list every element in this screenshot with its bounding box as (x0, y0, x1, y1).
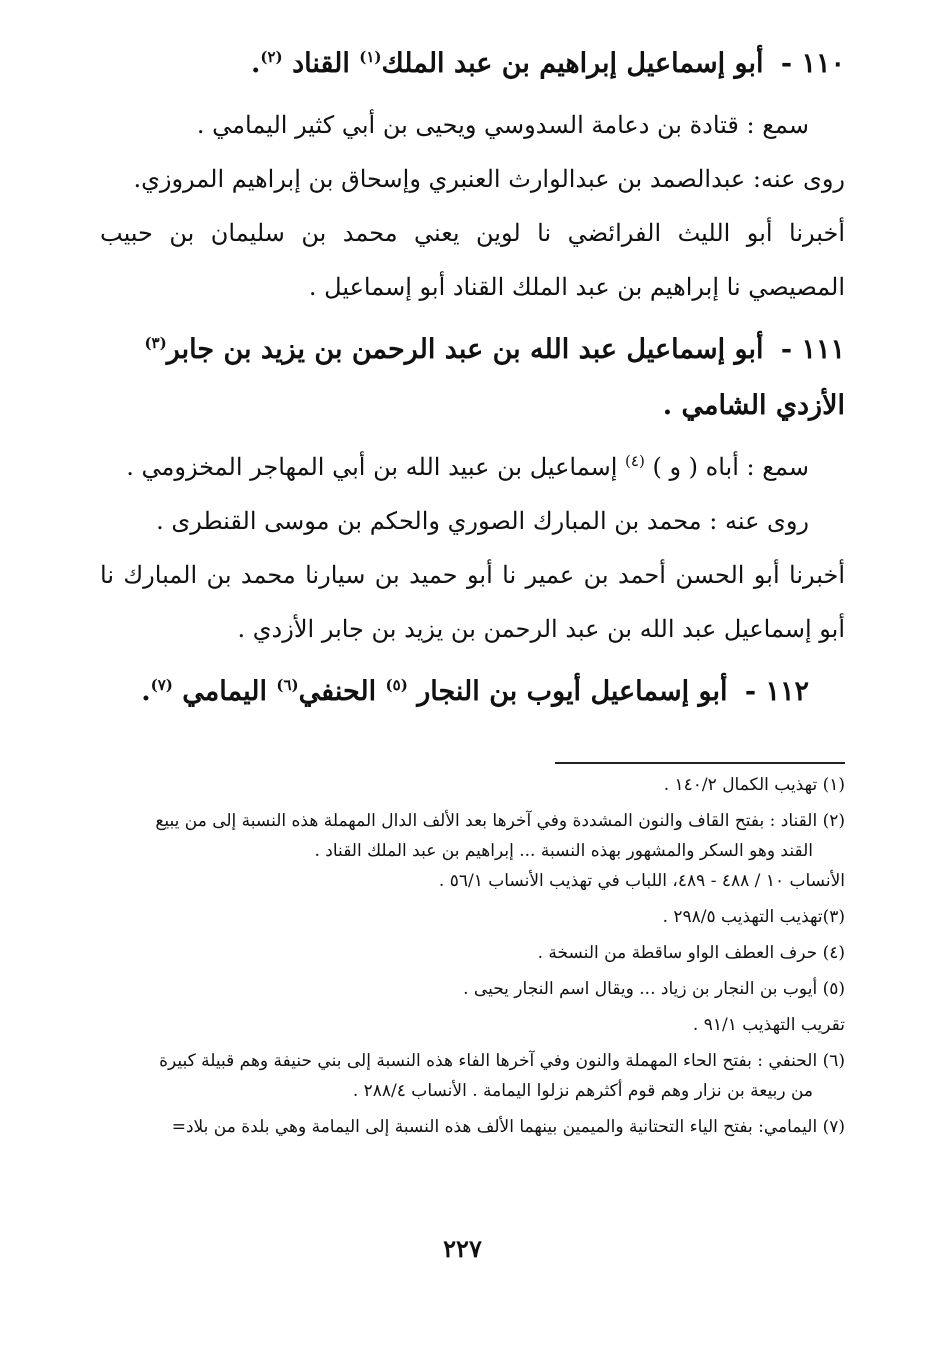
footnote-ref: (٣) (144, 334, 167, 352)
footnote-ref: (١) (359, 48, 382, 66)
footnote-4: (٤) حرف العطف الواو ساقطة من النسخة . (537, 943, 845, 963)
entry-heading-110 (100, 36, 845, 92)
entry-number: ١١٢ - (744, 676, 809, 707)
entry-name: أبو إسماعيل عبد الله بن عبد الرحمن بن يزيد بن جابر (166, 334, 764, 365)
entry-name-part: الحنفي (298, 676, 386, 707)
footnote-7: (٧) اليمامي: بفتح الياء التحتانية والميمين بينهما الألف هذه النسبة إلى اليمامة وهي بلدة من بلاد= (171, 1117, 845, 1137)
period: . (250, 48, 261, 79)
footnote-3: (٣)تهذيب التهذيب ٢٩٨/٥ . (662, 907, 845, 927)
heard-line (100, 440, 845, 494)
entry-name-tail: القناد (292, 48, 360, 79)
footnote-5-reference: تقريب التهذيب ٩١/١ . (692, 1015, 845, 1035)
heard-text: سمع : أباه ( و ) (652, 453, 809, 481)
footnote-text: (٢) القناد : بفتح القاف والنون المشددة وفي آخرها بعد الألف الدال المهملة هذه النسبة إلى من يبيع (155, 811, 845, 831)
heard-line: سمع : قتادة بن دعامة السدوسي ويحيى بن أبي كثير اليمامي . (196, 111, 809, 139)
entry-name-part: اليمامي (182, 676, 277, 707)
entry-number: ١١١ - (780, 334, 845, 365)
footnote-ref: (٤) (625, 452, 645, 470)
entry-heading-111 (100, 322, 845, 434)
main-text (100, 28, 845, 726)
footnote-5: (٥) أيوب بن النجار بن زياد ... ويقال اسم النجار يحيى . (463, 979, 845, 999)
isnad-paragraph: أخبرنا أبو الليث الفرائضي نا لوين يعني محمد بن سليمان بن حبيب المصيصي نا إبراهيم بن عبد الملك القناد أبو إسماعيل . (100, 219, 845, 301)
footnote-reference: الأنساب ١٠ / ٤٨٨ - ٤٨٩، اللباب في تهذيب الأنساب ٥٦/١ . (438, 871, 845, 891)
footnote-ref: (٢) (260, 48, 283, 66)
footnote-separator (555, 762, 845, 764)
footnote-text: (٦) الحنفي : بفتح الحاء المهملة والنون وفي آخرها الفاء هذه النسبة إلى بني حنيفة وهم قبيلة كبيرة (159, 1051, 845, 1071)
footnote-continuation: من ربيعة بن نزار وهم قوم أكثرهم نزلوا اليمامة . الأنساب ٢٨٨/٤ . (352, 1081, 813, 1101)
footnote-continuation: القند وهو السكر والمشهور بهذه النسبة ... إبراهيم بن عبد الملك القناد . (314, 841, 813, 861)
entry-name: أبو إسماعيل إبراهيم بن عبد الملك (381, 48, 764, 79)
footnote-ref: (٥) (385, 676, 408, 694)
isnad-paragraph: أخبرنا أبو الحسن أحمد بن عمير نا أبو حميد بن سيارنا محمد بن المبارك نا أبو إسماعيل عبد الله بن عبد الرحمن بن يزيد بن جابر الأزدي . (100, 561, 845, 643)
narrated-line: روى عنه : محمد بن المبارك الصوري والحكم بن موسى القنطرى . (156, 507, 809, 535)
narrated-line: روى عنه: عبدالصمد بن عبدالوارث العنبري وإسحاق بن إبراهيم المروزي. (133, 165, 845, 193)
footnote-ref: (٦) (276, 676, 299, 694)
footnote-ref: (٧) (150, 676, 173, 694)
period: . (141, 676, 151, 707)
footnote-1: (١) تهذيب الكمال ١٤٠/٢ . (663, 775, 845, 795)
entry-name: أبو إسماعيل أيوب بن النجار (417, 676, 728, 707)
footnote-2 (100, 806, 845, 896)
entry-name-tail: الأزدي الشامي . (662, 390, 845, 421)
page-number: ٢٢٧ (443, 1234, 482, 1263)
footnotes (100, 770, 845, 1148)
entry-heading-112 (100, 664, 845, 720)
footnote-6 (100, 1046, 845, 1106)
heard-text-tail: إسماعيل بن عبيد الله بن أبي المهاجر المخزومي . (126, 453, 626, 481)
entry-number: ١١٠ - (780, 48, 845, 79)
